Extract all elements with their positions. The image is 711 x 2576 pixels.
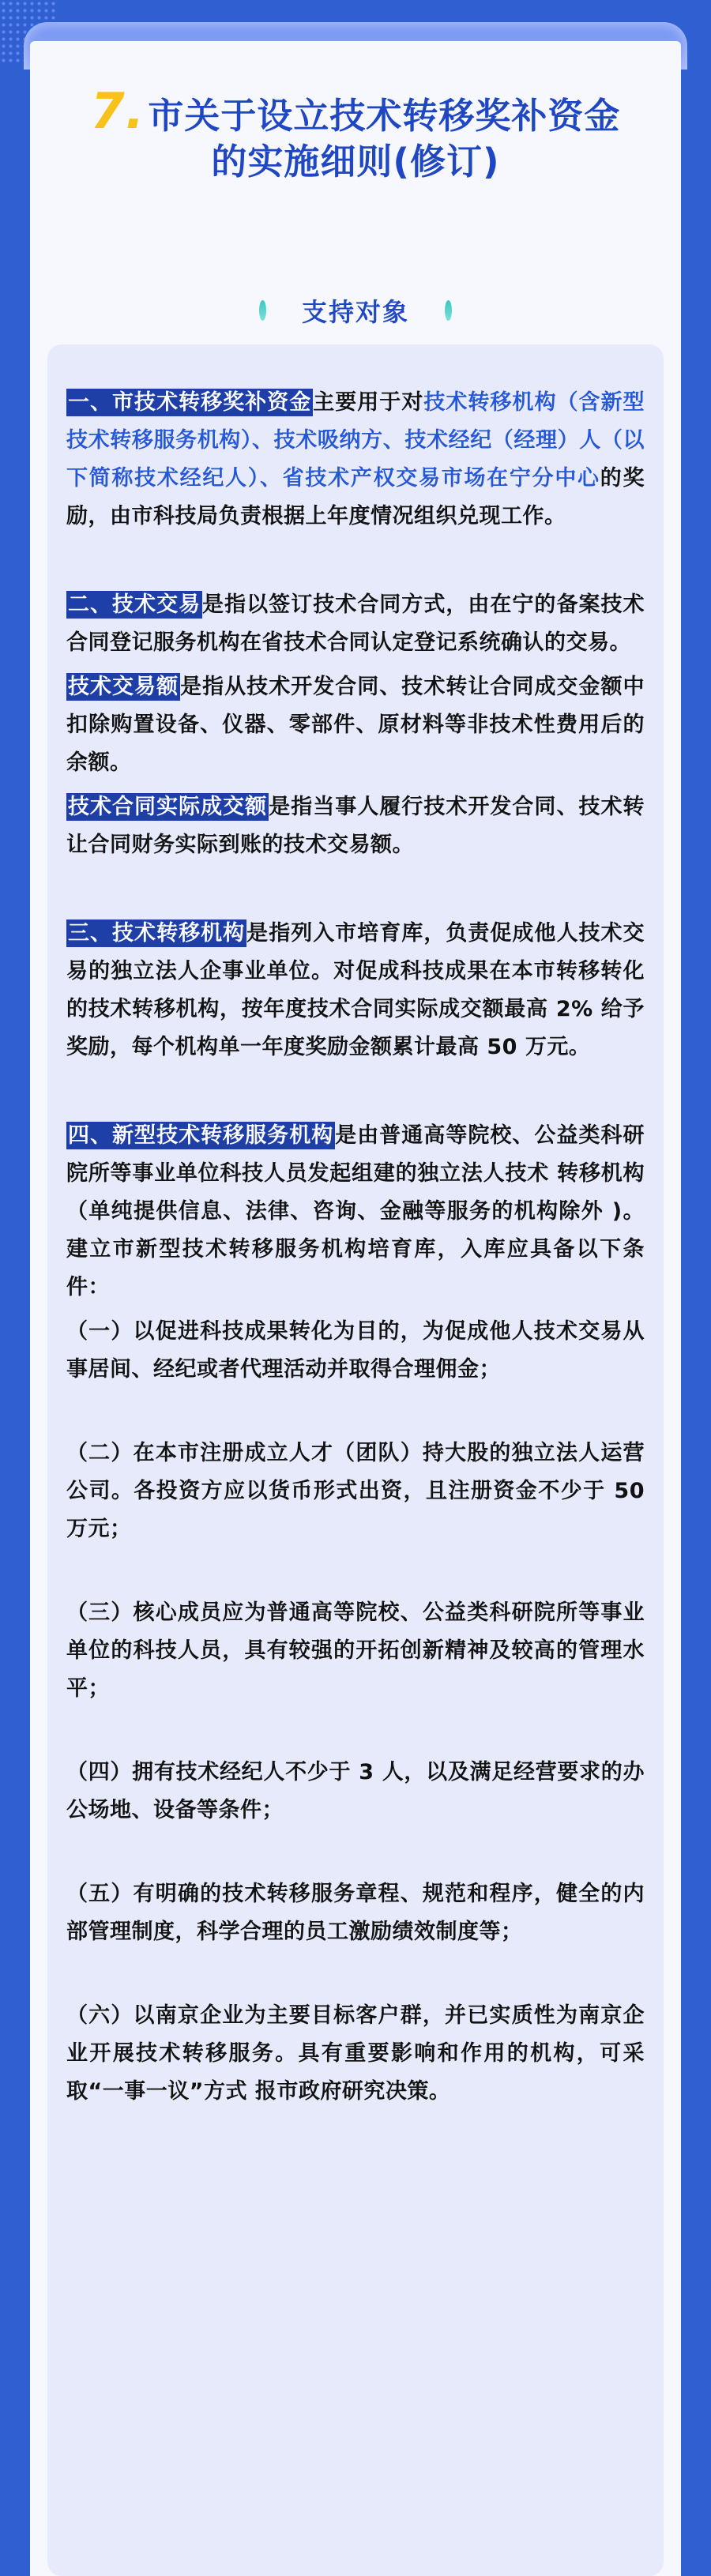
condition-1: （一）以促进科技成果转化为目的，为促成他人技术交易从事居间、经纪或者代理活动并取得合理佣金； [66, 1319, 645, 1382]
article-body [66, 384, 645, 2111]
condition-5: （五）有明确的技术转移服务章程、规范和程序，健全的内部管理制度，科学合理的员工激励绩效制度等； [66, 1882, 645, 1944]
title-line-1: 7.市关于设立技术转移奖补资金 [90, 82, 621, 140]
heading-s2: 二、技术交易 [68, 592, 201, 617]
content-card [47, 344, 664, 2576]
page-title [30, 82, 681, 185]
subtitle-row [30, 292, 681, 327]
paragraph-s2-c: 技术合同实际成交额是指当事人履行技术开发合同、技术转让合同财务实际到账的技术交易额。 [66, 795, 645, 857]
heading-s2-c: 技术合同实际成交额 [68, 795, 268, 819]
condition-2: （二）在本市注册成立人才（团队）持大股的独立法人运营公司。各投资方应以货币形式出资，且注册资金不少于 50 万元； [66, 1441, 645, 1541]
condition-6: （六）以南京企业为主要目标客户群，并已实质性为南京企业开展技术转移服务。具有重要影响和作用的机构，可采取“一事一议”方式 报市政府研究决策。 [66, 2003, 645, 2104]
heading-s2-b: 技术交易额 [68, 675, 179, 699]
subtitle: 支持对象 [301, 297, 409, 327]
condition-4: （四）拥有技术经纪人不少于 3 人，以及满足经营要求的办公场地、设备等条件； [66, 1760, 645, 1822]
leaf-icon-right [445, 300, 452, 321]
heading-s4: 四、新型技术转移服务机构 [68, 1123, 334, 1148]
highlight-blue-text: 技术转移机构（含新型技术转移服务机构）、技术吸纳方、技术经纪（经理）人（以下简称技术经纪人）、省技术产权交易市场在宁分中心 [66, 390, 645, 491]
paragraph-s1: 一、市技术转移奖补资金主要用于对技术转移机构（含新型技术转移服务机构）、技术吸纳方、技术经纪（经理）人（以下简称技术经纪人）、省技术产权交易市场在宁分中心的奖励，由市科技局负责根据上年度情况组织兑现工作。 [66, 390, 645, 528]
paragraph-s4: 四、新型技术转移服务机构是由普通高等院校、公益类科研院所等事业单位科技人员发起组建的独立法人技术 转移机构（单纯提供信息、法律、咨询、金融等服务的机构除外 )。建立市新型技术转移服务机构培育库，入库应具备以下条件： [66, 1123, 645, 1299]
paragraph-s2-b: 技术交易额是指从技术开发合同、技术转让合同成交金额中扣除购置设备、仪器、零部件、原材料等非技术性费用后的余额。 [66, 675, 645, 775]
title-line-2: 的实施细则(修订) [211, 141, 500, 182]
leaf-icon-left [259, 300, 266, 321]
heading-s1: 一、市技术转移奖补资金 [68, 390, 312, 415]
paragraph-s3: 三、技术转移机构是指列入市培育库，负责促成他人技术交易的独立法人企事业单位。对促成科技成果在本市转移转化的技术转移机构，按年度技术合同实际成交额最高 2% 给予奖励，每个机构单一年度奖励金额累计最高 50 万元。 [66, 921, 645, 1059]
condition-3: （三）核心成员应为普通高等院校、公益类科研院所等事业单位的科技人员，具有较强的开拓创新精神及较高的管理水平； [66, 1600, 645, 1701]
paragraph-s2: 二、技术交易是指以签订技术合同方式，由在宁的备案技术合同登记服务机构在省技术合同认定登记系统确认的交易。 [66, 592, 645, 655]
section-number: 7. [90, 82, 145, 140]
heading-s3: 三、技术转移机构 [68, 921, 246, 946]
content-panel [30, 41, 681, 2576]
